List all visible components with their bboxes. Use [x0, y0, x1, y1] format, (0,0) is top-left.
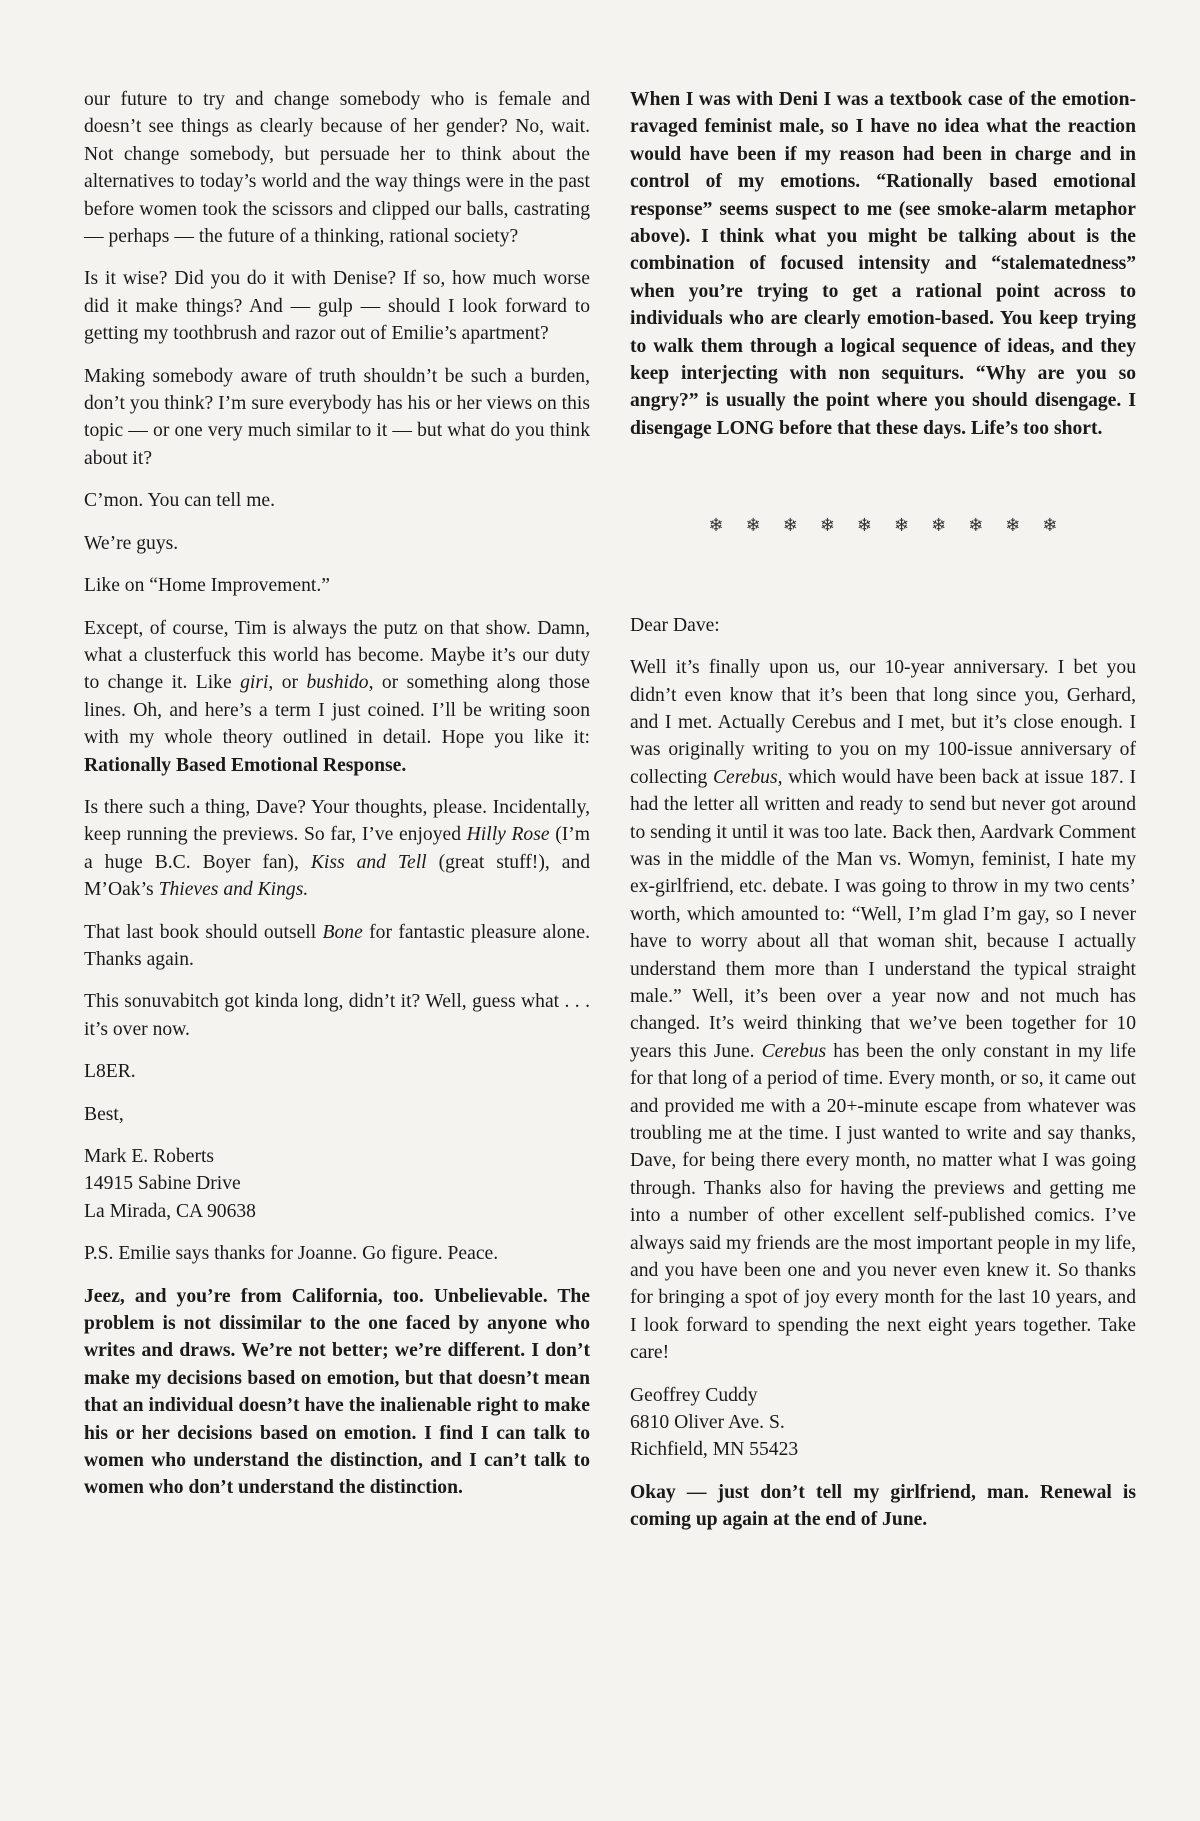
snowflake-icon: ❄ — [782, 515, 798, 536]
editor-reply-continued: When I was with Deni I was a textbook case of the emotion-ravaged feminist male, so I have no idea what the reaction would have been if my reason had been in charge and in control of my emotions. “Rationally based emotional response” seems suspect to me (see smoke-alarm metaphor above). I think what you might be talking about is the combination of focused intensity and “stalematedness” when you’re trying to get a rational point across to individuals who are clearly emotion-based. You keep trying to walk them through a logical sequence of ideas, and they keep interjecting with non sequiturs. “Why are you so angry?” is usually the point where you should disengage. I disengage LONG before that these days. Life’s too short. — [630, 89, 1136, 439]
letter-paragraph: Except, of course, Tim is always the putz on that show. Damn, what a clusterfuck this world has become. Maybe it’s our duty to change it. Like giri, or bushido, or something along those lines. Oh, and here’s a term I just coined. I’ll be writing soon with my whole theory outlined in detail. Hope you like it: Rationally Based Emotional Response. — [84, 617, 590, 776]
letter-paragraph: Well it’s finally upon us, our 10-year anniversary. I bet you didn’t even know that it’s been that long since you, Gerhard, and I met. Actually Cerebus and I met, but it’s close enough. I was originally writing to you on my 100-issue anniversary of collecting Cerebus, which would have been back at issue 187. I had the letter all written and ready to send but never got around to sending it until it was too late. Back then, Aardvark Comment was in the middle of the Man vs. Womyn, feminist, I hate my ex-girlfriend, etc. debate. I was going to throw in my two cents’ worth, which amounted to: “Well, I’m glad I’m gay, so I never have to worry about all that woman shit, because I actually understand them more than I understand the typical straight male.” Well, it’s been over a year now and not much has changed. It’s weird thinking that we’ve been together for 10 years this June. Cerebus has been the only constant in my life for that long of a period of time. Every month, or so, it came out and provided me with a 20+-minute escape from whatever was troubling me at the time. I just wanted to write and say thanks, Dave, for being there every month, no matter what I was going through. Thanks also for having the previews and getting me into a number of other excellent self-published comics. I’ve always said my friends are the most important people in my life, and you have been one and you never even knew it. So thanks for bringing a spot of joy every month for the last 10 years, and I look forward to spending the next eight years together. Take care! — [630, 657, 1137, 1364]
signature-block — [84, 1143, 590, 1225]
signature-name: Geoffrey Cuddy — [630, 1384, 758, 1406]
letter-paragraph: Is there such a thing, Dave? Your thoughts, please. Incidentally, keep running the previews. So far, I’ve enjoyed Hilly Rose (I’m a huge B.C. Boyer fan), Kiss and Tell (great stuff!), and M’Oak’s Thieves and Kings. — [84, 796, 591, 901]
snowflake-icon: ❄ — [1042, 515, 1058, 536]
letter-paragraph: Is it wise? Did you do it with Denise? If so, how much worse did it make things? And — gulp — should I look forward to getting my toothbrush and razor out of Emilie’s apartment? — [84, 268, 590, 345]
snowflake-icon: ❄ — [708, 515, 724, 536]
right-column — [630, 86, 1136, 1549]
snowflake-icon: ❄ — [968, 515, 984, 536]
letter-closing: Best, — [84, 1103, 124, 1125]
letter-paragraph: Like on “Home Improvement.” — [84, 575, 330, 597]
left-column — [84, 86, 590, 1517]
editor-reply: Okay — just don’t tell my girlfriend, man. Renewal is coming up again at the end of June. — [630, 1481, 1136, 1531]
letter-paragraph: L8ER. — [84, 1061, 136, 1083]
snowflake-icon: ❄ — [745, 515, 761, 536]
snowflake-icon: ❄ — [931, 515, 947, 536]
letter-paragraph: C’mon. You can tell me. — [84, 490, 276, 512]
postscript: P.S. Emilie says thanks for Joanne. Go figure. Peace. — [84, 1243, 499, 1265]
signature-street: 6810 Oliver Ave. S. — [630, 1412, 785, 1434]
signature-name: Mark E. Roberts — [84, 1146, 215, 1167]
signature-block — [630, 1382, 1136, 1464]
snowflake-icon: ❄ — [1005, 515, 1021, 536]
letter-paragraph: Making somebody aware of truth shouldn’t be such a burden, don’t you think? I’m sure everybody has his or her views on this topic — or one very much similar to it — but what do you think about it? — [84, 365, 590, 469]
salutation: Dear Dave: — [630, 614, 720, 636]
signature-city: La Mirada, CA 90638 — [84, 1200, 256, 1222]
section-divider — [630, 512, 1136, 539]
letter-paragraph: our future to try and change somebody who is female and doesn’t see things as clearly because of her gender? No, wait. Not change somebody, but persuade her to think about the alternatives to today’s world and the way things were in the past before women took the scissors and clipped our balls, castrating — perhaps — the future of a thinking, rational society? — [84, 89, 590, 248]
term-coined: Rationally Based Emotional Response. — [84, 754, 407, 776]
editor-reply: Jeez, and you’re from California, too. Unbelievable. The problem is not dissimilar to the one faced by anyone who writes and draws. We’re not better; we’re different. I don’t make my decisions based on emotion, but that doesn’t mean that an individual doesn’t have the inalienable right to make his or her decisions based on emotion. I find I can talk to women who understand the distinction, and I can’t talk to women who don’t understand the distinction. — [84, 1285, 590, 1499]
letter-paragraph: That last book should outsell Bone for fantastic pleasure alone. Thanks again. — [84, 921, 590, 970]
letter-paragraph: This sonuvabitch got kinda long, didn’t it? Well, guess what . . . it’s over now. — [84, 991, 590, 1040]
snowflake-icon: ❄ — [894, 515, 910, 536]
signature-city: Richfield, MN 55423 — [630, 1439, 799, 1461]
letter-paragraph: We’re guys. — [84, 532, 179, 554]
snowflake-icon: ❄ — [819, 515, 835, 536]
snowflake-icon: ❄ — [856, 515, 872, 536]
signature-street: 14915 Sabine Drive — [84, 1173, 241, 1195]
